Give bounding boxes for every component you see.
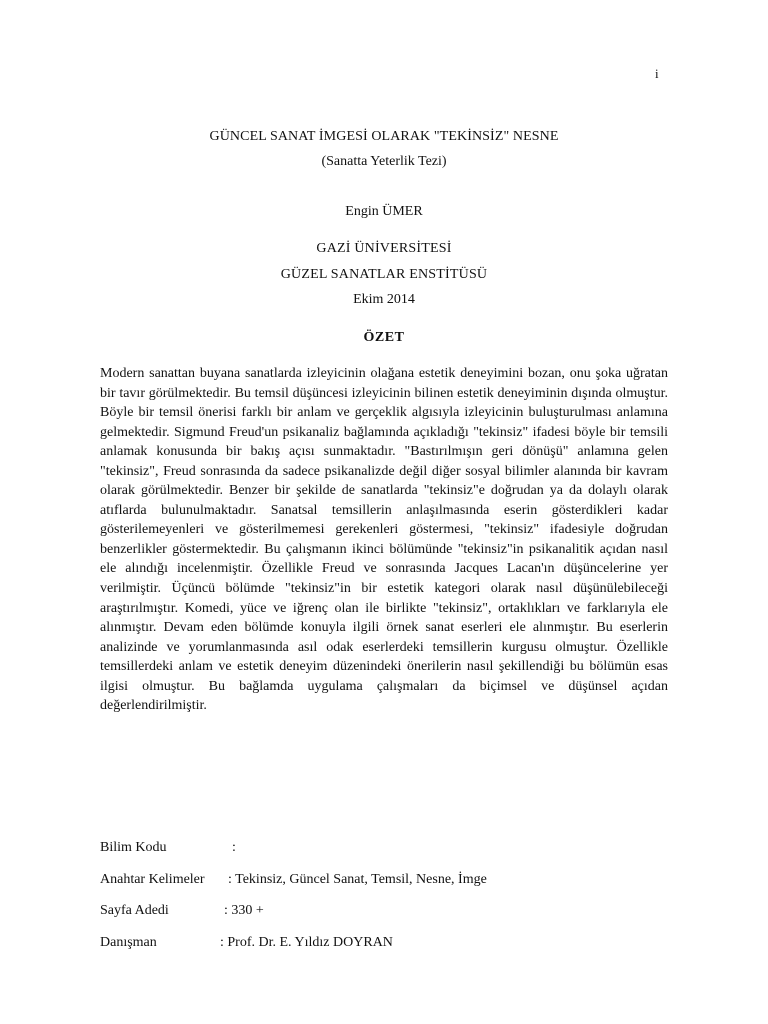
metadata-row-science-code xyxy=(100,839,236,857)
metadata-row-page-count xyxy=(100,902,264,920)
metadata-label: Danışman xyxy=(100,935,157,950)
institute-name: GÜZEL SANATLAR ENSTİTÜSÜ xyxy=(280,267,488,282)
thesis-date: Ekim 2014 xyxy=(353,292,415,307)
metadata-row-keywords xyxy=(100,871,487,889)
metadata-label: Bilim Kodu xyxy=(100,840,167,855)
abstract-text: Modern sanattan buyana sanatlarda izleyicinin olağana estetik deneyimini bozan, onu şoka uğratan bir tavır görülmektedir. Bu temsil düşüncesi izleyicinin bilinen estetik deneyiminin dışında olmuştur. Böyle bir temsil önerisi farklı bir anlam ve gerçeklik algısıyla izleyicinin buluşturulması anlamına gelmektedir. Sigmund Freud'un psikanaliz bağlamında açıkladığı "tekinsiz" ifadesi böyle bir temsili anlamak konusunda bir bakış açısı sunmaktadır. "Bastırılmışın geri dönüşü" anlamına gelen "tekinsiz", Freud sonrasında da sadece psikanalizde değil diğer sosyal bilimler alanında bir kavram olarak görülmektedir. Benzer bir şekilde de sanatlarda "tekinsiz"e doğrudan ya da dolaylı olarak atıflarda bulunulmaktadır. Sanatsal temsillerin anlaşılmasında eserin gösterdikleri kadar gösterilemeyenleri ve gösterilmemesi gerekenleri göstermesi, "tekinsiz" ifadesiyle doğrudan benzerlikler göstermektedir. Bu çalışmanın ikinci bölümünde "tekinsiz"in psikanalitik açıdan nasıl ele alındığı incelenmiştir. Özellikle Freud ve sonrasında Jacques Lacan'ın düşüncelerine yer verilmiştir. Üçüncü bölümde "tekinsiz"in bir estetik kategori olarak nasıl düşünülebileceği araştırılmıştır. Komedi, yüce ve iğrenç olan ile birlikte "tekinsiz", ortaklıkları ve farklarıyla ele alınmıştır. Devam eden bölümde konuyla ilgili örnek sanat eserleri ele alınmıştır. Bu eserlerin analizinde ve yorumlanmasında asıl odak eserlerdeki temsillerin kurgusu olmuştur. Özellikle temsillerdeki anlam ve estetik deneyim düzenindeki önerilerin nasıl şekillendiği bu bölümün esas ilgisi olmuştur. Bu bağlamda uygulama çalışmaları da biçimsel ve düşünsel açıdan değerlendirilmiştir. xyxy=(100,366,668,714)
university-name: GAZİ ÜNİVERSİTESİ xyxy=(316,241,452,256)
metadata-value: : Tekinsiz, Güncel Sanat, Temsil, Nesne, İmge xyxy=(228,872,487,887)
page-number: i xyxy=(655,66,659,81)
metadata-value: : xyxy=(232,840,236,855)
thesis-subtitle: (Sanatta Yeterlik Tezi) xyxy=(321,154,447,169)
metadata-value: : Prof. Dr. E. Yıldız DOYRAN xyxy=(220,935,393,950)
metadata-label: Anahtar Kelimeler xyxy=(100,872,205,887)
metadata-row-advisor xyxy=(100,934,393,952)
author-name: Engin ÜMER xyxy=(345,204,423,219)
metadata-label: Sayfa Adedi xyxy=(100,903,169,918)
thesis-title: GÜNCEL SANAT İMGESİ OLARAK "TEKİNSİZ" NESNE xyxy=(209,129,559,144)
metadata-value: : 330 + xyxy=(224,903,264,918)
abstract-heading: ÖZET xyxy=(363,330,405,345)
